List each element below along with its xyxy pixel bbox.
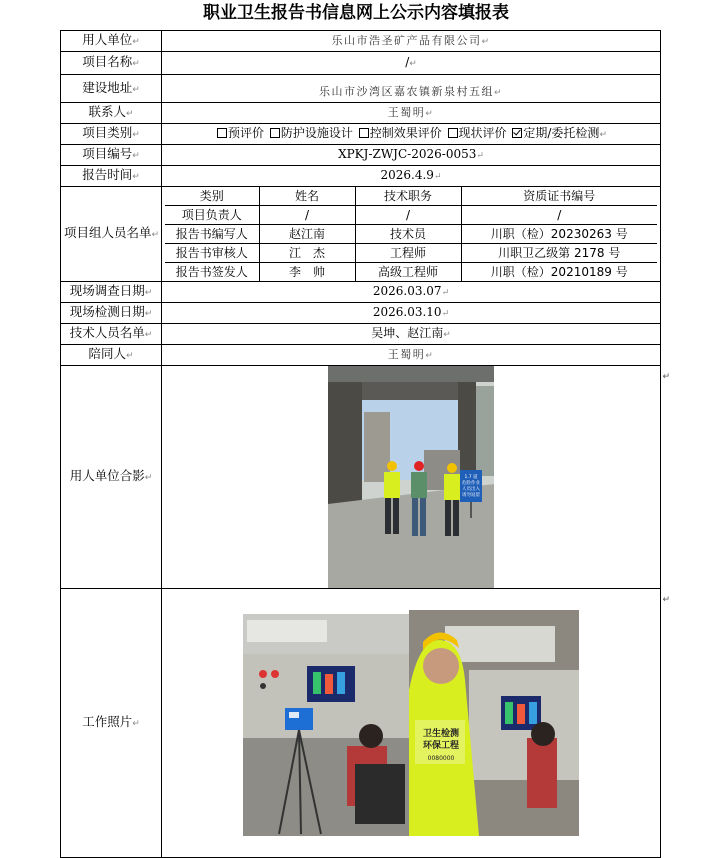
work-photos: [243, 610, 579, 836]
row-report-date: [61, 166, 661, 187]
address-label: 建设地址↵: [61, 75, 162, 103]
team-header: 技术职务: [355, 187, 461, 206]
helmet-yellow-icon: [387, 461, 397, 471]
team-cert: 川职卫乙级第 2178 号: [461, 244, 657, 263]
checkbox-icon: [270, 128, 280, 138]
team-header: 资质证书编号: [461, 187, 657, 206]
team-label: 项目组人员名单↵: [61, 187, 162, 282]
team-table-cell: [162, 187, 661, 282]
report-date-label: 报告时间↵: [61, 166, 162, 187]
checkbox-icon: [448, 128, 458, 138]
survey-date-value: 2026.03.07↵: [162, 282, 661, 303]
team-row: [165, 263, 657, 282]
team-name: 赵江南: [259, 225, 355, 244]
team-cert: 川职（检）20230263 号: [461, 225, 657, 244]
row-companion: [61, 345, 661, 366]
sign-line: 请勿逗留: [462, 493, 480, 498]
project-name-label: 项目名称↵: [61, 52, 162, 75]
gate-pillar-left: [328, 382, 362, 504]
team-name: /: [259, 206, 355, 225]
page-title: 职业卫生报告书信息网上公示内容填报表: [203, 3, 509, 23]
sign-line: 人员出入: [462, 487, 480, 492]
address-value: 乐山市沙湾区嘉农镇新泉村五组↵: [162, 75, 661, 103]
project-no-label: 项目编号↵: [61, 145, 162, 166]
team-row: [165, 244, 657, 263]
category-option-periodic[interactable]: 定期/委托检测: [510, 126, 599, 140]
team-name: 李 帅: [259, 263, 355, 282]
work-photos-cell: [162, 589, 670, 858]
category-options: 预评价 防护设施设计 控制效果评价 现状评价 定期/委托检测↵: [162, 124, 661, 145]
group-photo-cell: [162, 366, 670, 589]
helmet-yellow-icon: [447, 463, 457, 473]
team-title: 技术员: [355, 225, 461, 244]
employer-label: 用人单位↵: [61, 31, 162, 52]
row-group-photo: [61, 366, 661, 589]
technicians-value: 吴坤、赵江南↵: [162, 324, 661, 345]
team-role: 报告书签发人: [165, 263, 259, 282]
team-row: [165, 206, 657, 225]
row-team: [61, 187, 661, 282]
technicians-label: 技术人员名单↵: [61, 324, 162, 345]
row-test-date: [61, 303, 661, 324]
work-photo-left: [243, 614, 409, 836]
team-title: 高级工程师: [355, 263, 461, 282]
report-date-value: 2026.4.9↵: [162, 166, 661, 187]
checkbox-icon: [359, 128, 369, 138]
category-option-status[interactable]: 现状评价: [446, 126, 507, 140]
test-date-label: 现场检测日期↵: [61, 303, 162, 324]
row-employer: [61, 31, 661, 52]
category-option-preeval[interactable]: 预评价: [215, 126, 264, 140]
row-project-name: [61, 52, 661, 75]
team-cert: 川职（检）20210189 号: [461, 263, 657, 282]
sign-line: 危险作业: [462, 481, 480, 486]
team-cert: /: [461, 206, 657, 225]
team-table: [165, 187, 657, 281]
team-row: [165, 225, 657, 244]
sign-line: 1.7 道: [464, 475, 478, 480]
contact-label: 联系人↵: [61, 103, 162, 124]
group-photo: [328, 366, 494, 588]
team-header: 姓名: [259, 187, 355, 206]
row-work-photos: [61, 589, 661, 858]
row-project-no: [61, 145, 661, 166]
team-role: 报告书审核人: [165, 244, 259, 263]
row-survey-date: [61, 282, 661, 303]
row-contact: [61, 103, 661, 124]
vest-text: 环保工程: [422, 741, 460, 751]
form-table: [60, 30, 670, 858]
row-category: [61, 124, 661, 145]
sampling-instrument: [285, 708, 313, 730]
companion-value: 王蜀明↵: [162, 345, 661, 366]
row-technicians: [61, 324, 661, 345]
vest-text: 0080000: [427, 755, 455, 762]
survey-date-label: 现场调查日期↵: [61, 282, 162, 303]
team-title: /: [355, 206, 461, 225]
work-photos-label: 工作照片↵: [61, 589, 162, 858]
vest-text: 卫生检测: [422, 729, 460, 739]
team-header: 类别: [165, 187, 259, 206]
category-label: 项目类别↵: [61, 124, 162, 145]
team-title: 工程师: [355, 244, 461, 263]
test-date-value: 2026.03.10↵: [162, 303, 661, 324]
team-role: 项目负责人: [165, 206, 259, 225]
vest: [384, 472, 400, 498]
category-option-design[interactable]: 防护设施设计: [268, 126, 353, 140]
contact-value: 王蜀明↵: [162, 103, 661, 124]
team-name: 江 杰: [259, 244, 355, 263]
team-role: 报告书编写人: [165, 225, 259, 244]
checkbox-icon: [217, 128, 227, 138]
checkbox-checked-icon: [512, 128, 522, 138]
row-address: [61, 75, 661, 103]
work-photo-right: [409, 610, 579, 836]
cell-mark: ↵: [662, 372, 670, 382]
category-option-control[interactable]: 控制效果评价: [357, 126, 442, 140]
employer-value: 乐山市浩圣矿产品有限公司↵: [162, 31, 661, 52]
project-name-value: /↵: [162, 52, 661, 75]
group-photo-label: 用人单位合影↵: [61, 366, 162, 589]
helmet-red-icon: [414, 461, 424, 471]
project-no-value: XPKJ-ZWJC-2026-0053↵: [162, 145, 661, 166]
cell-mark: ↵: [662, 595, 670, 605]
team-header-row: [165, 187, 657, 206]
companion-label: 陪同人↵: [61, 345, 162, 366]
